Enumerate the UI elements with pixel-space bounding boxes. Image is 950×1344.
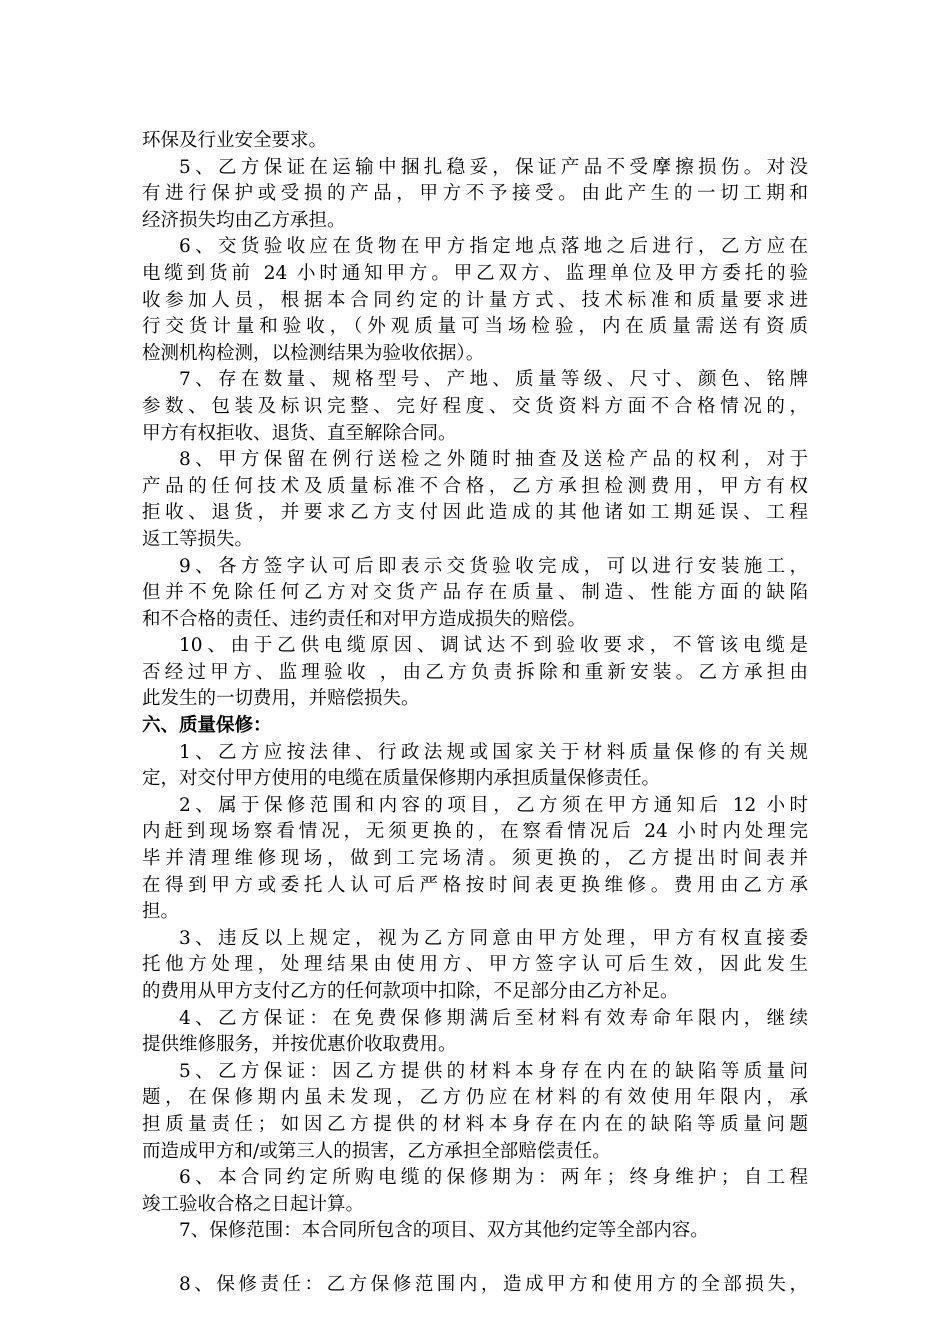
text-line: 定，对交付甲方使用的电缆在质量保修期内承担质量保修责任。 <box>142 768 661 790</box>
text-line: 否经过甲方、监理验收 ，由乙方负责拆除和重新安装。乙方承担由 <box>142 661 808 683</box>
text-line: 在得到甲方或委托人认可后严格按时间表更换维修。费用由乙方承 <box>142 874 808 896</box>
text-line: 行交货计量和验收，（外观质量可当场检验，内在质量需送有资质 <box>142 316 808 338</box>
text-line: 收参加人员，根据本合同约定的计量方式、技术标准和质量要求进 <box>142 289 808 311</box>
warranty-item-5: 5、乙方保证：因乙方提供的材料本身存在内在的缺陷等质量问 <box>179 1060 808 1082</box>
paragraph-10-reinstall: 10、由于乙供电缆原因、调试达不到验收要求，不管该电缆是 <box>179 635 808 657</box>
paragraph-5-transport: 5、乙方保证在运输中捆扎稳妥，保证产品不受摩擦损伤。对没 <box>179 156 808 178</box>
text-line: 但并不免除任何乙方对交货产品存在质量、制造、性能方面的缺陷 <box>142 582 808 604</box>
text-line: 托他方处理，处理结果由使用方、甲方签字认可后生效，因此发生 <box>142 954 808 976</box>
text-line: 甲方有权拒收、退货、直至解除合同。 <box>142 422 457 444</box>
section-heading-quality-warranty: 六、质量保修： <box>142 715 272 737</box>
text-line: 担。 <box>142 901 180 923</box>
paragraph-7-nonconformity: 7、存在数量、规格型号、产地、质量等级、尺寸、颜色、铭牌 <box>179 369 808 391</box>
text-line: 检测机构检测，以检测结果为验收依据）。 <box>142 342 485 364</box>
warranty-item-1: 1、乙方应按法律、行政法规或国家关于材料质量保修的有关规 <box>179 741 808 763</box>
warranty-item-8: 8、保修责任：乙方保修范围内，造成甲方和使用方的全部损失， <box>179 1273 808 1295</box>
warranty-item-3: 3、违反以上规定，视为乙方同意由甲方处理，甲方有权直接委 <box>179 927 808 949</box>
text-line: 担质量责任；如因乙方提供的材料本身存在内在的缺陷等质量问题 <box>142 1113 808 1135</box>
warranty-item-6: 6、本合同约定所购电缆的保修期为：两年；终身维护；自工程 <box>179 1167 808 1189</box>
text-line: 提供维修服务，并按优惠价收取费用。 <box>142 1034 457 1056</box>
text-line: 竣工验收合格之日起计算。 <box>142 1193 365 1215</box>
text-line: 有进行保护或受损的产品，甲方不予接受。由此产生的一切工期和 <box>142 183 808 205</box>
text-line: 毕并清理维修现场，做到工完场清。须更换的，乙方提出时间表并 <box>142 848 808 870</box>
warranty-item-4: 4、乙方保证：在免费保修期满后至材料有效寿命年限内，继续 <box>179 1007 808 1029</box>
text-line: 而造成甲方和/或第三人的损害，乙方承担全部赔偿责任。 <box>142 1140 611 1162</box>
document-page <box>142 128 808 1298</box>
text-line: 经济损失均由乙方承担。 <box>142 209 346 231</box>
text-line: 和不合格的责任、违约责任和对甲方造成损失的赔偿。 <box>142 608 587 630</box>
text-line: 题，在保修期内虽未发现，乙方仍应在材料的有效使用年限内，承 <box>142 1087 808 1109</box>
text-line: 产品的任何技术及质量标准不合格，乙方承担检测费用，甲方有权 <box>142 475 808 497</box>
text-line: 拒收、退货，并要求乙方支付因此造成的其他诸如工期延误、工程 <box>142 502 808 524</box>
paragraph-9-signoff: 9、各方签字认可后即表示交货验收完成，可以进行安装施工， <box>179 555 808 577</box>
text-line: 内赶到现场察看情况，无须更换的，在察看情况后 24 小时内处理完 <box>142 821 808 843</box>
text-line: 环保及行业安全要求。 <box>142 130 328 151</box>
text-line: 参数、包装及标识完整、完好程度、交货资料方面不合格情况的， <box>142 395 808 417</box>
text-line: 电缆到货前 24 小时通知甲方。甲乙双方、监理单位及甲方委托的验 <box>142 262 808 284</box>
warranty-item-7: 7、保修范围：本合同所包含的项目、双方其他约定等全部内容。 <box>179 1220 709 1242</box>
text-line: 的费用从甲方支付乙方的任何款项中扣除，不足部分由乙方补足。 <box>142 981 679 1002</box>
text-line: 返工等损失。 <box>142 528 254 550</box>
paragraph-8-inspection: 8、甲方保留在例行送检之外随时抽查及送检产品的权利，对于 <box>179 449 808 471</box>
warranty-item-2: 2、属于保修范围和内容的项目，乙方须在甲方通知后 12 小时 <box>179 794 808 816</box>
blank-line <box>142 1245 808 1272</box>
paragraph-6-acceptance: 6、交货验收应在货物在甲方指定地点落地之后进行，乙方应在 <box>179 236 808 258</box>
text-line: 此发生的一切费用，并赔偿损失。 <box>142 688 420 710</box>
